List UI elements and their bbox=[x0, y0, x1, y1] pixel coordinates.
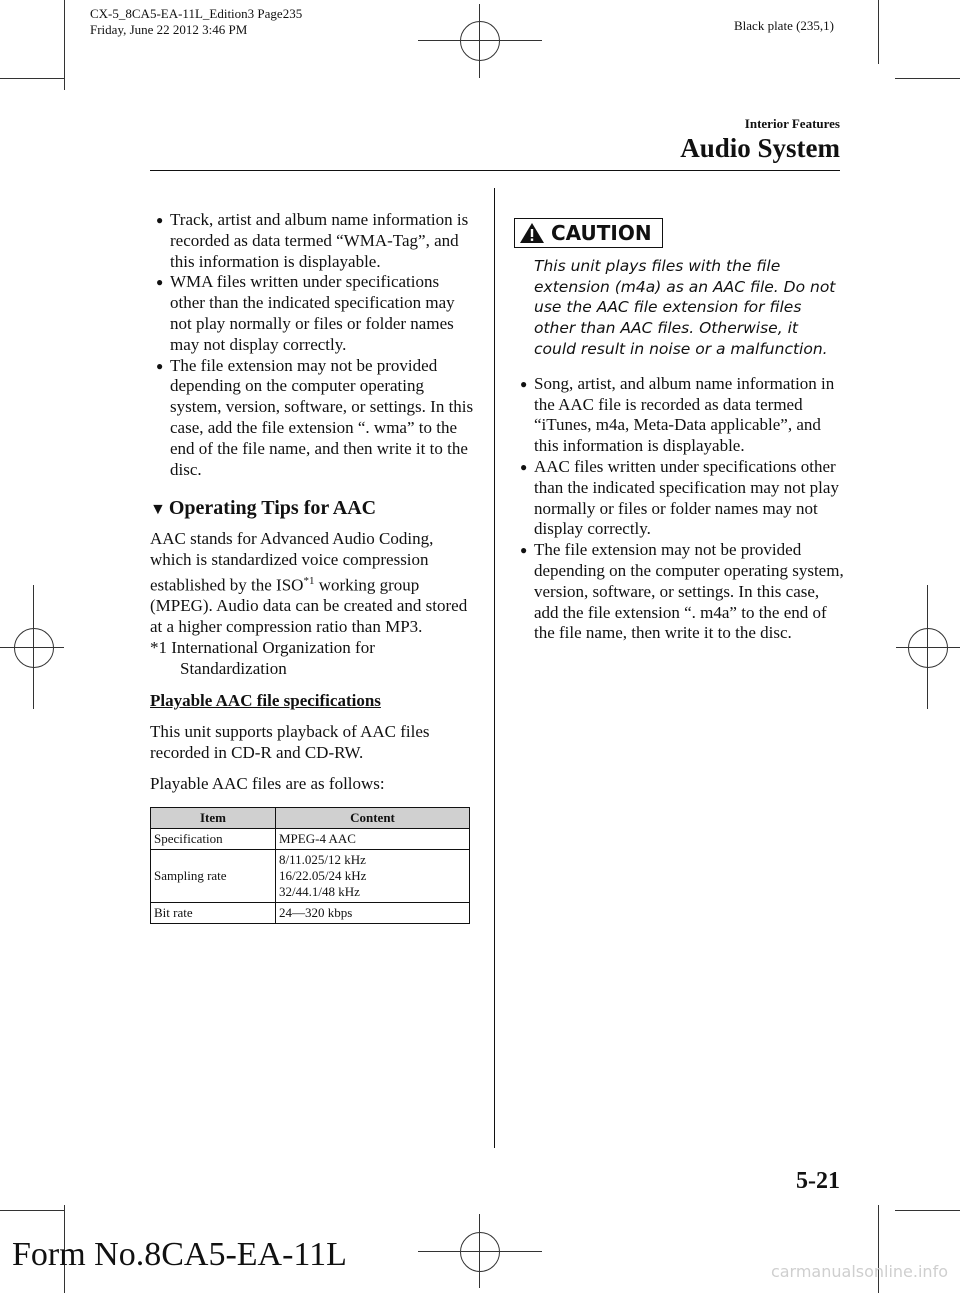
table-row bbox=[151, 902, 470, 923]
follows-text: Playable AAC files are as follows: bbox=[150, 773, 385, 793]
list-item: ● WMA files written under specifications other than the indicated specification may not play normally or files or folder names may not display correctly. bbox=[156, 272, 455, 354]
table-cell: Sampling rate bbox=[151, 849, 276, 902]
list-item: ● Track, artist and album name information is recorded as data termed “WMA-Tag”, and this information is displayable. bbox=[156, 210, 469, 271]
bullet-dot-icon: ● bbox=[156, 275, 164, 290]
bullet-dot-icon: ● bbox=[520, 459, 528, 474]
watermark: carmanualsonline.info bbox=[770, 1262, 948, 1281]
aac-heading: ▼ Operating Tips for AAC bbox=[150, 497, 377, 520]
table-row bbox=[151, 828, 470, 849]
bullet-dot-icon: ● bbox=[156, 358, 164, 373]
print-date-line: Friday, June 22 2012 3:46 PM bbox=[90, 22, 248, 37]
aac-spec-table bbox=[150, 807, 470, 924]
bullet-dot-icon: ● bbox=[520, 543, 528, 558]
table-cell: MPEG-4 AAC bbox=[276, 828, 470, 849]
table-cell: Specification bbox=[151, 828, 276, 849]
caution-label: CAUTION bbox=[551, 221, 652, 245]
table-cell: 8/11.025/12 kHz 16/22.05/24 kHz 32/44.1/48 kHz bbox=[276, 849, 470, 902]
caution-label-box bbox=[514, 218, 663, 248]
print-file-line: CX-5_8CA5-EA-11L_Edition3 Page235 bbox=[90, 6, 303, 21]
form-number: Form No.8CA5-EA-11L bbox=[12, 1236, 347, 1273]
table-header-row bbox=[151, 807, 470, 828]
list-item: ● The file extension may not be provided depending on the computer operating system, version, software, or settings. In this case, add the file extension “. wma” to the end of the file name, and then write it to the disc. bbox=[156, 355, 474, 479]
print-header bbox=[90, 6, 302, 38]
page-number: 5-21 bbox=[796, 1168, 840, 1194]
table-header-item: Item bbox=[151, 807, 276, 828]
spec-subheading: Playable AAC file specifications bbox=[150, 691, 381, 711]
caution-text: This unit plays files with the file extension (m4a) as an AAC file. Do not use the AAC file extension for files other than AAC files. Otherwise, it could result in noise or a malfunction. bbox=[534, 256, 836, 358]
bullet-dot-icon: ● bbox=[156, 213, 164, 227]
list-item: ● AAC files written under specifications other than the indicated specification may not play normally or files or folder names may not display correctly. bbox=[520, 456, 839, 539]
table-cell: Bit rate bbox=[151, 902, 276, 923]
table-row bbox=[151, 849, 470, 902]
table-cell: 24―320 kbps bbox=[276, 902, 470, 923]
right-column bbox=[514, 218, 844, 644]
column-divider bbox=[494, 188, 495, 1148]
list-item: ● Song, artist, and album name information in the AAC file is recorded as data termed “iTunes, m4a, Meta-Data applicable”, and this information is displayable. bbox=[520, 373, 835, 456]
warning-triangle-icon bbox=[519, 222, 545, 244]
aac-bullet-list bbox=[514, 374, 844, 644]
bullet-dot-icon: ● bbox=[520, 376, 528, 391]
header-rule bbox=[150, 170, 840, 171]
section-title: Audio System bbox=[680, 133, 840, 163]
list-item: ● The file extension may not be provided depending on the computer operating system, version, software, or settings. In this case, add the file extension “. m4a” to the end of the file name, then write it to the disc. bbox=[520, 540, 844, 643]
table-header-content: Content bbox=[276, 807, 470, 828]
wma-bullet-list bbox=[150, 210, 474, 480]
footnote: *1 International Organization for Standardization bbox=[150, 637, 375, 678]
triangle-down-icon: ▼ bbox=[150, 501, 166, 519]
aac-intro: AAC stands for Advanced Audio Coding, which is standardized voice compression established by the ISO$^{*1}$ working group (MPEG). Audio data can be created and stored at a higher compression ratio than MP3. bbox=[150, 529, 468, 636]
plate-label: Black plate (235,1) bbox=[734, 18, 834, 33]
section-category: Interior Features bbox=[744, 116, 840, 131]
left-column bbox=[150, 210, 474, 924]
support-text: This unit supports playback of AAC files recorded in CD-R and CD-RW. bbox=[150, 722, 430, 762]
